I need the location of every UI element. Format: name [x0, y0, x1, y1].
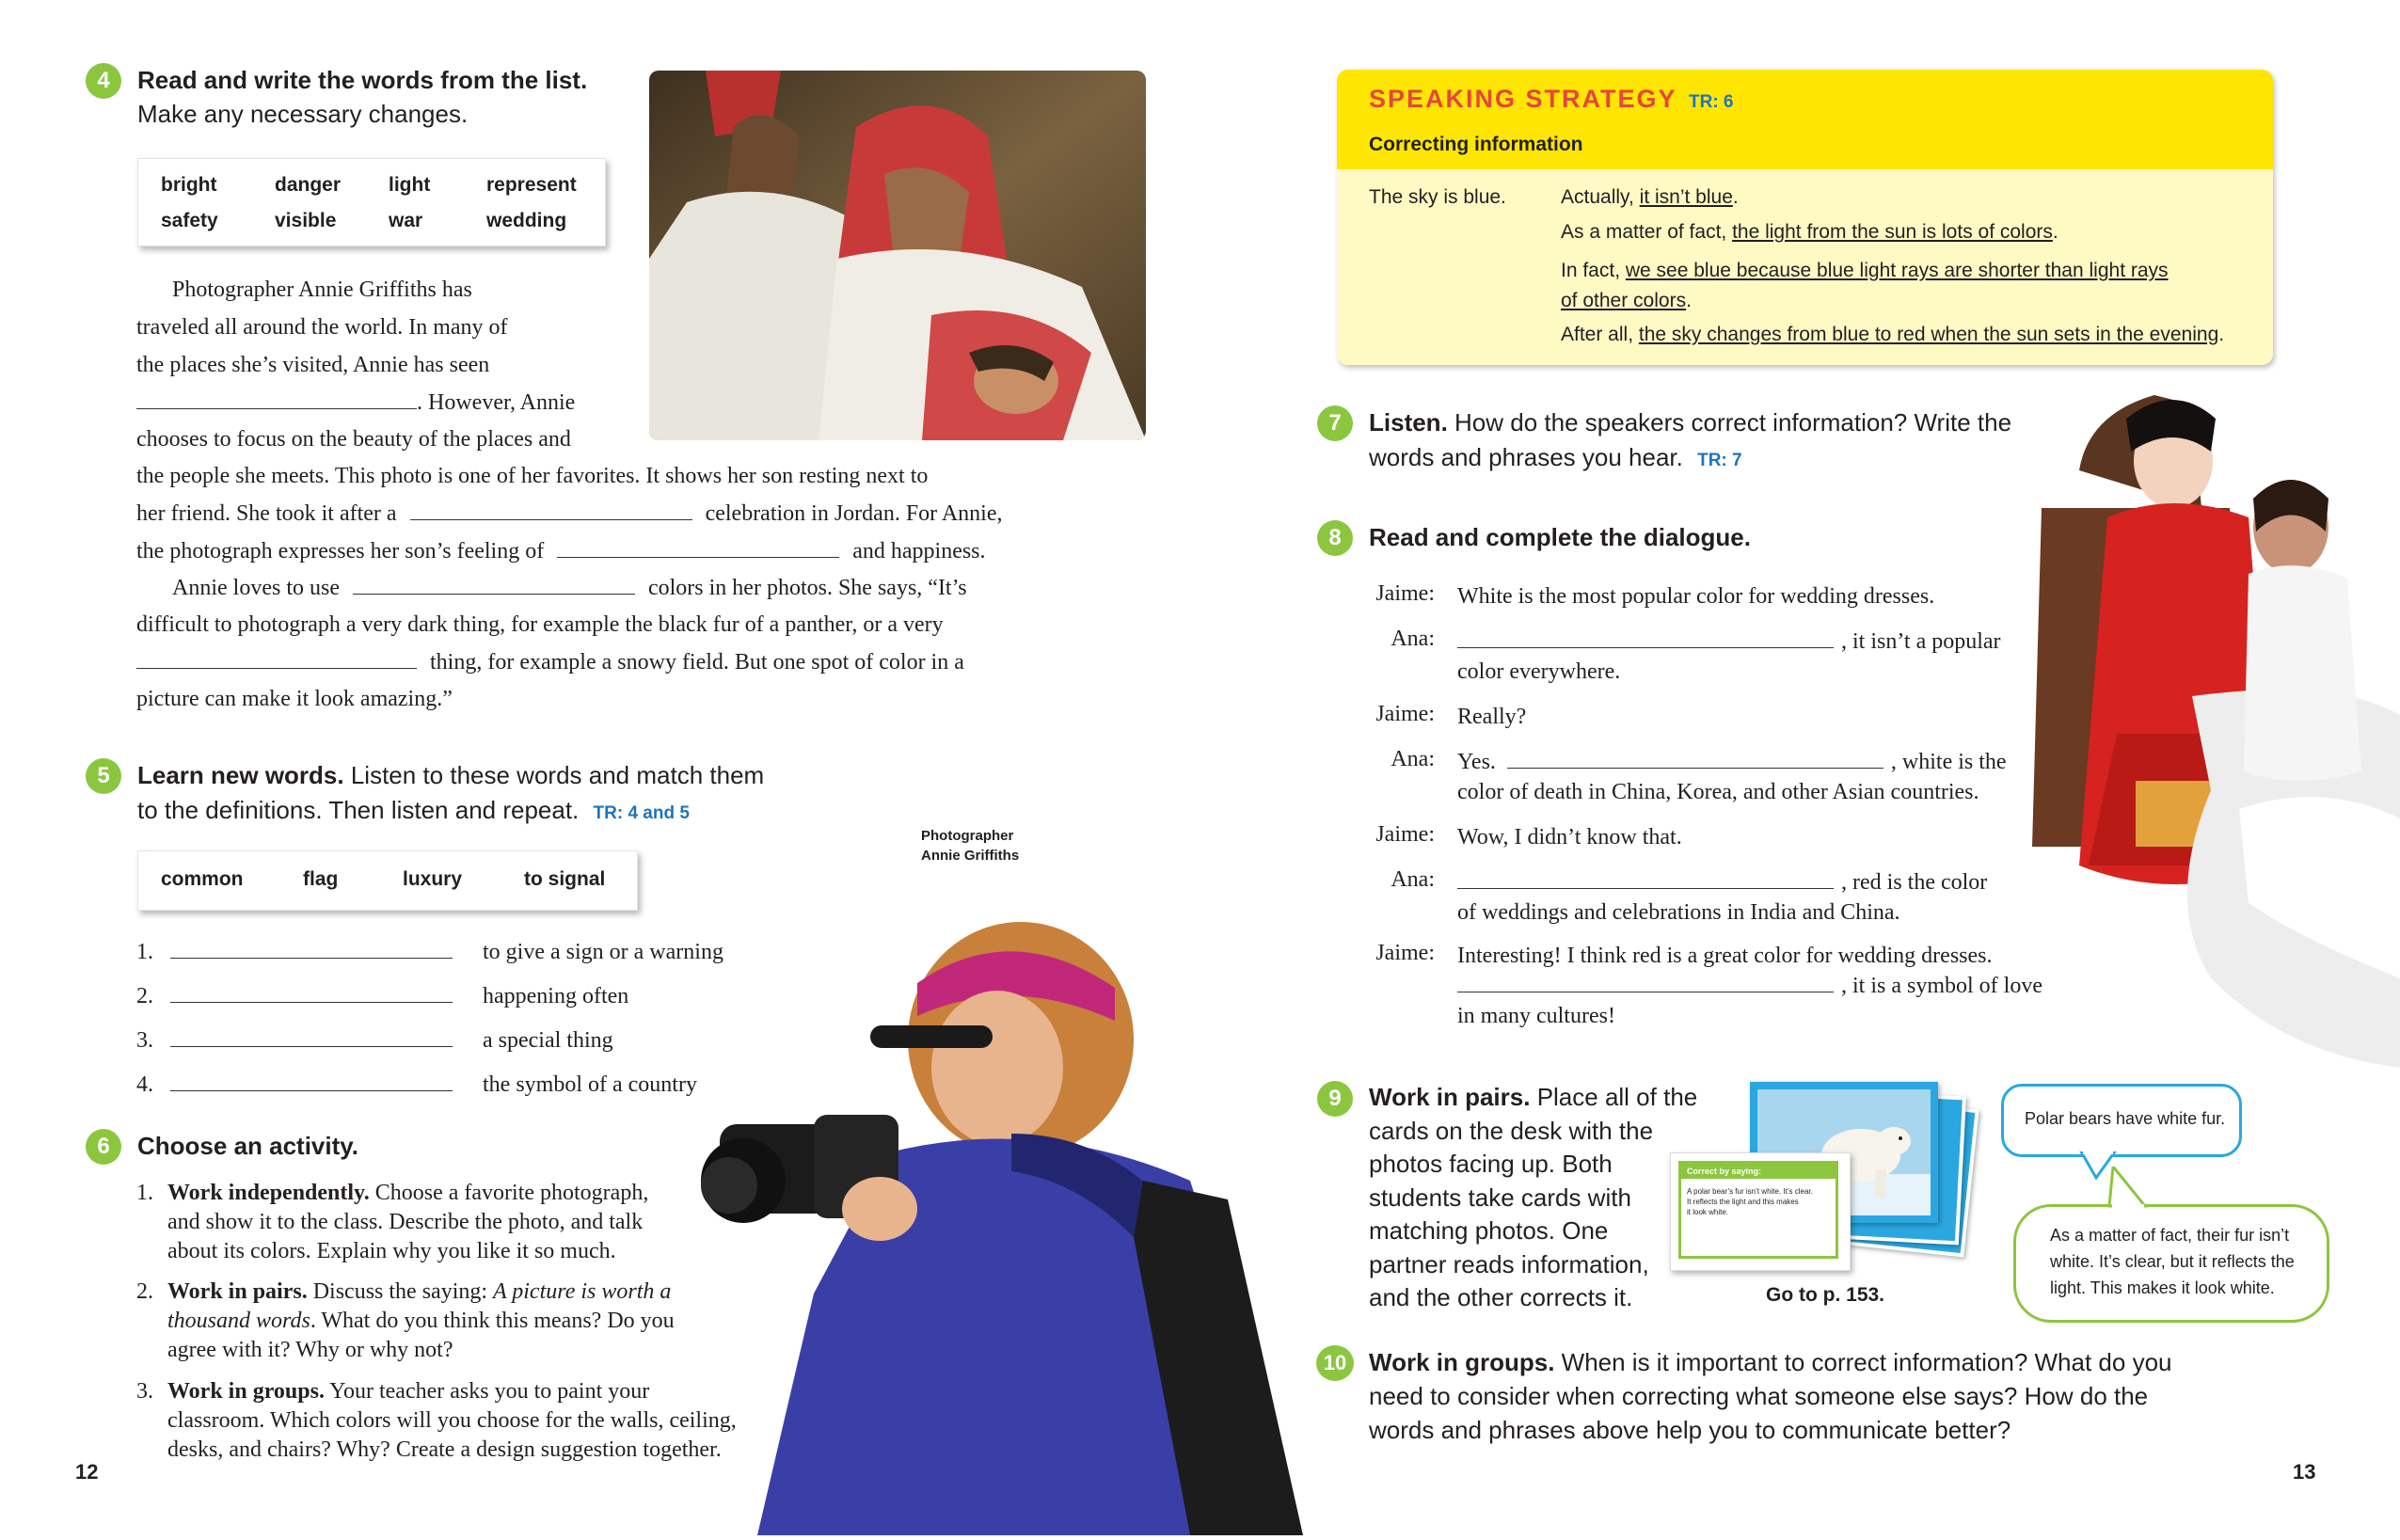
exercise-6-heading [137, 1129, 358, 1163]
strategy-title: SPEAKING STRATEGY [1369, 85, 1677, 113]
response-lead: After all, [1561, 324, 1639, 345]
strategy-header [1337, 70, 2273, 169]
dialogue-line: White is the most popular color for wedding dresses. [1457, 584, 1935, 609]
exercise-10-line: need to consider when correcting what someone else says? How do the [1369, 1382, 2149, 1410]
ex4-line: the places she’s visited, Annie has seen [136, 353, 490, 377]
bubble-line: white. It’s clear, but it reflects the [2050, 1252, 2295, 1271]
ex4-line-blank [136, 649, 964, 675]
activity-number: 3. [136, 1379, 153, 1404]
activity-number: 2. [136, 1279, 153, 1304]
response-end: . [2218, 324, 2225, 345]
card-title: Correct by saying: [1681, 1164, 1836, 1179]
answer-blank[interactable] [136, 649, 417, 669]
exercise-9-title: Work in pairs. [1369, 1083, 1531, 1111]
page-number-left: 12 [75, 1460, 99, 1484]
exercise-6-badge: 6 [86, 1129, 121, 1165]
text-card-inner [1678, 1161, 1838, 1259]
exercise-10-line: words and phrases above help you to communicate better? [1369, 1416, 2011, 1444]
word-list-item: wedding [486, 210, 567, 231]
definition-text: the symbol of a country [483, 1072, 697, 1097]
answer-blank[interactable] [557, 538, 839, 558]
exercise-7-instruction: words and phrases you hear. [1369, 443, 1683, 471]
ex4-line: chooses to focus on the beauty of the places and [136, 427, 571, 452]
dialogue-line: Wow, I didn’t know that. [1457, 825, 1682, 849]
ex4-line: difficult to photograph a very dark thing, for example the black fur of a panther, or a very [136, 612, 944, 637]
word-list-item: war [389, 210, 423, 231]
exercise-4-instruction: Make any necessary changes. [137, 100, 469, 128]
card-line: It reflects the light and this makes [1687, 1198, 1799, 1206]
response-end: . [1686, 290, 1692, 311]
activity-text: and show it to the class. Describe the photo, and talk [167, 1210, 644, 1234]
exercise-9-line: and the other corrects it. [1369, 1283, 1633, 1311]
exercise-4-heading [137, 63, 645, 131]
exercise-9-line: cards on the desk with the [1369, 1116, 1654, 1145]
photo-illustration [649, 71, 1146, 440]
activity-saying: A picture is worth a [493, 1279, 672, 1304]
text-card[interactable] [1670, 1152, 1851, 1271]
speaker-name: Jaime: [1375, 822, 1435, 847]
activity-text: desks, and chairs? Why? Create a design suggestion together. [167, 1437, 722, 1462]
response-end: . [2052, 221, 2058, 243]
response-lead: As a matter of fact, [1561, 221, 1733, 243]
strategy-track[interactable]: TR: 6 [1689, 92, 1734, 112]
go-to-page-link[interactable]: Go to p. 153. [1766, 1284, 1885, 1306]
exercise-10-text [1369, 1345, 2216, 1447]
definition-row [136, 939, 795, 965]
bubble-text: Polar bears have white fur. [2025, 1109, 2226, 1128]
activity-text: Discuss the saying: [307, 1279, 494, 1304]
strategy-response [1561, 221, 2058, 244]
exercise-6-title: Choose an activity. [137, 1132, 359, 1160]
activity-saying: thousand words [167, 1309, 310, 1333]
exercise-7-heading [1369, 405, 2046, 439]
ex4-text: and happiness. [852, 539, 986, 564]
card-line: A polar bear’s fur isn’t white. It’s clear. [1687, 1187, 1813, 1196]
ex4-text: colors in her photos. She says, “It’s [647, 576, 967, 600]
exercise-5-badge: 5 [86, 758, 121, 794]
dialogue-text: , white is the [1890, 750, 2007, 774]
answer-blank[interactable] [1457, 973, 1834, 992]
activity-title: Work in groups. [167, 1379, 325, 1404]
exercise-8-title: Read and complete the dialogue. [1369, 523, 1751, 551]
exercise-5-heading [137, 758, 815, 792]
ex4-line: the people she meets. This photo is one of her favorites. It shows her son resting next to [136, 464, 929, 488]
answer-blank[interactable] [410, 500, 692, 520]
activity-text: classroom. Which colors will you choose for the walls, ceiling, [167, 1408, 737, 1433]
definition-row [136, 1027, 795, 1054]
strategy-body [1337, 169, 2273, 365]
bubble-text [2050, 1222, 2295, 1301]
card-line: it look white. [1687, 1208, 1729, 1216]
exercise-10-title: Work in groups. [1369, 1348, 1555, 1376]
answer-blank[interactable] [136, 389, 417, 409]
response-underlined: the light from the sun is lots of colors [1732, 221, 2053, 243]
caption-line: Photographer [921, 828, 1014, 844]
exercise-7-instruction: How do the speakers correct information? Write the [1454, 408, 2012, 437]
ex4-text: celebration in Jordan. For Annie, [705, 501, 1003, 526]
dialogue-line: Really? [1457, 705, 1527, 729]
exercise-9-line: students take cards with [1369, 1183, 1631, 1212]
dialogue-text: color of death in China, Korea, and other Asian countries. [1457, 780, 1979, 804]
ex4-line: picture can make it look amazing.” [136, 687, 453, 711]
ex4-line-blank [136, 538, 986, 564]
activity-text: Choose a favorite photograph, [369, 1181, 649, 1205]
answer-blank[interactable] [170, 1027, 453, 1047]
ex4-text: . However, Annie [417, 390, 576, 415]
answer-blank[interactable] [1507, 749, 1883, 769]
word-list-item: danger [275, 174, 342, 196]
caption-line: Annie Griffiths [921, 848, 1020, 864]
strategy-statement: The sky is blue. [1369, 186, 1506, 208]
strategy-title-row [1369, 85, 1734, 114]
strategy-response [1561, 186, 1739, 209]
bubble-tail-green [2107, 1167, 2149, 1208]
activity-title: Work independently. [167, 1181, 370, 1205]
activity-number: 1. [136, 1181, 153, 1205]
ex4-line-blank [136, 389, 575, 416]
activity-3 [136, 1377, 795, 1465]
activity-title: Work in pairs. [167, 1279, 308, 1304]
new-word-item: common [161, 868, 244, 890]
ex4-text: thing, for example a snowy field. But one spot of color in a [430, 650, 964, 675]
dialogue-text: Yes. [1457, 750, 1496, 774]
definition-number: 3. [136, 1028, 153, 1053]
exercise-7-title: Listen. [1369, 408, 1448, 437]
brides-illustration [2023, 376, 2400, 1068]
answer-blank[interactable] [170, 939, 453, 959]
exercise-5-instruction: to the definitions. Then listen and repeat. [137, 796, 580, 824]
page-number-right: 13 [2293, 1460, 2316, 1484]
speaker-name: Jaime: [1375, 581, 1435, 606]
exercise-10-badge: 10 [1316, 1345, 1354, 1381]
strategy-response [1561, 256, 2169, 316]
track-label[interactable]: TR: 7 [1697, 451, 1742, 470]
speaker-name: Ana: [1391, 747, 1435, 771]
new-word-item: to signal [524, 868, 606, 890]
ex4-line-blank [172, 575, 967, 601]
ex4-text: the photograph expresses her son’s feeling of [136, 539, 545, 564]
response-underlined: of other colors [1561, 290, 1687, 311]
ex4-line: traveled all around the world. In many of [136, 315, 508, 340]
dialogue-line [1457, 867, 1987, 928]
answer-blank[interactable] [170, 1072, 453, 1091]
speaker-name: Jaime: [1375, 941, 1435, 965]
dialogue-text: of weddings and celebrations in India and China. [1457, 900, 1900, 925]
photo-caption [921, 826, 1019, 865]
word-list-item: visible [275, 210, 337, 231]
track-label[interactable]: TR: 4 and 5 [593, 803, 690, 823]
new-word-item: luxury [403, 868, 463, 890]
word-list-item: bright [161, 174, 217, 196]
exercise-9-line: matching photos. One [1369, 1216, 1609, 1245]
activity-text: . What do you think this means? Do you [310, 1309, 675, 1333]
response-underlined: the sky changes from blue to red when the sun sets in the evening [1638, 324, 2219, 345]
exercise-5-heading-line2 [137, 793, 815, 831]
exercise-5-title: Learn new words. [137, 761, 344, 789]
exercise-8-badge: 8 [1317, 520, 1353, 556]
speech-bubble-blue [2001, 1084, 2242, 1157]
strategy-response [1561, 324, 2224, 346]
exercise-9-badge: 9 [1317, 1081, 1353, 1117]
definition-text: happening often [483, 984, 629, 1008]
definition-number: 2. [136, 984, 153, 1008]
word-list-item: represent [486, 174, 577, 196]
response-lead: Actually, [1561, 186, 1640, 208]
dialogue-text: in many cultures! [1457, 1004, 1615, 1028]
dialogue-line [1457, 627, 2001, 687]
dialogue-line [1457, 941, 2042, 1031]
definition-number: 1. [136, 940, 153, 964]
activity-text: Your teacher asks you to paint your [324, 1379, 650, 1404]
speaker-name: Ana: [1391, 867, 1435, 892]
definition-row [136, 1072, 795, 1098]
speaking-strategy-box [1337, 70, 2273, 365]
dialogue-text: , it isn’t a popular [1841, 629, 2001, 654]
dialogue-text: , it is a symbol of love [1841, 974, 2042, 998]
new-word-item: flag [303, 868, 339, 890]
card-text [1681, 1179, 1836, 1217]
definition-text: to give a sign or a warning [483, 940, 723, 964]
exercise-5-instruction: Listen to these words and match them [350, 761, 765, 789]
dialogue-text: Interesting! I think red is a great color for wedding dresses. [1457, 944, 1993, 968]
word-list-item: safety [161, 210, 218, 231]
exercise-4-title: Read and write the words from the list. [137, 66, 588, 94]
bubble-line: light. This makes it look white. [2050, 1278, 2275, 1297]
ex4-text: her friend. She took it after a [136, 501, 397, 526]
exercise-9-line: partner reads information, [1369, 1249, 1649, 1278]
brides-image [2023, 376, 2400, 1068]
exercise-10-line: When is it important to correct information? What do you [1561, 1348, 2172, 1376]
speaker-name: Ana: [1391, 627, 1435, 651]
exercise-7-heading-line2 [1369, 440, 2046, 478]
exercise-9-line: Place all of the [1536, 1083, 1698, 1111]
activity-2 [136, 1278, 739, 1365]
activity-text: agree with it? Why or why not? [167, 1338, 453, 1362]
definition-number: 4. [136, 1072, 153, 1097]
speaker-name: Jaime: [1375, 702, 1435, 726]
exercise-4-badge: 4 [86, 63, 121, 99]
definition-row [136, 983, 795, 1009]
activity-text: about its colors. Explain why you like it so much. [167, 1239, 616, 1263]
photographer-figure [701, 898, 1359, 1535]
word-list-box [137, 158, 606, 246]
ex4-text: Annie loves to use [172, 576, 340, 600]
word-list-item: light [389, 174, 431, 196]
new-words-box [137, 850, 638, 911]
dialogue-text: color everywhere. [1457, 659, 1621, 684]
response-lead: In fact, [1561, 260, 1626, 281]
answer-blank[interactable] [1457, 869, 1834, 889]
ex4-line: Photographer Annie Griffiths has [172, 278, 472, 302]
exercise-7-badge: 7 [1317, 405, 1353, 441]
activity-1 [136, 1179, 739, 1266]
response-underlined: we see blue because blue light rays are shorter than light rays [1625, 260, 2169, 281]
answer-blank[interactable] [170, 983, 453, 1003]
jordan-celebration-photo [649, 71, 1146, 440]
ex4-line-blank [136, 500, 1003, 527]
dialogue-text: , red is the color [1841, 870, 1988, 895]
exercise-8-heading [1369, 520, 1751, 554]
response-end: . [1732, 186, 1739, 208]
speech-bubble-green [2013, 1204, 2329, 1323]
strategy-subtitle: Correcting information [1369, 134, 1583, 155]
bubble-line: As a matter of fact, their fur isn’t [2050, 1226, 2290, 1245]
response-underlined: it isn’t blue [1639, 186, 1733, 208]
definition-text: a special thing [483, 1028, 613, 1053]
answer-blank[interactable] [353, 575, 635, 595]
answer-blank[interactable] [1457, 628, 1834, 648]
photographer-illustration [701, 898, 1359, 1535]
dialogue-line [1457, 747, 2007, 807]
exercise-9-line: photos facing up. Both [1369, 1150, 1613, 1178]
